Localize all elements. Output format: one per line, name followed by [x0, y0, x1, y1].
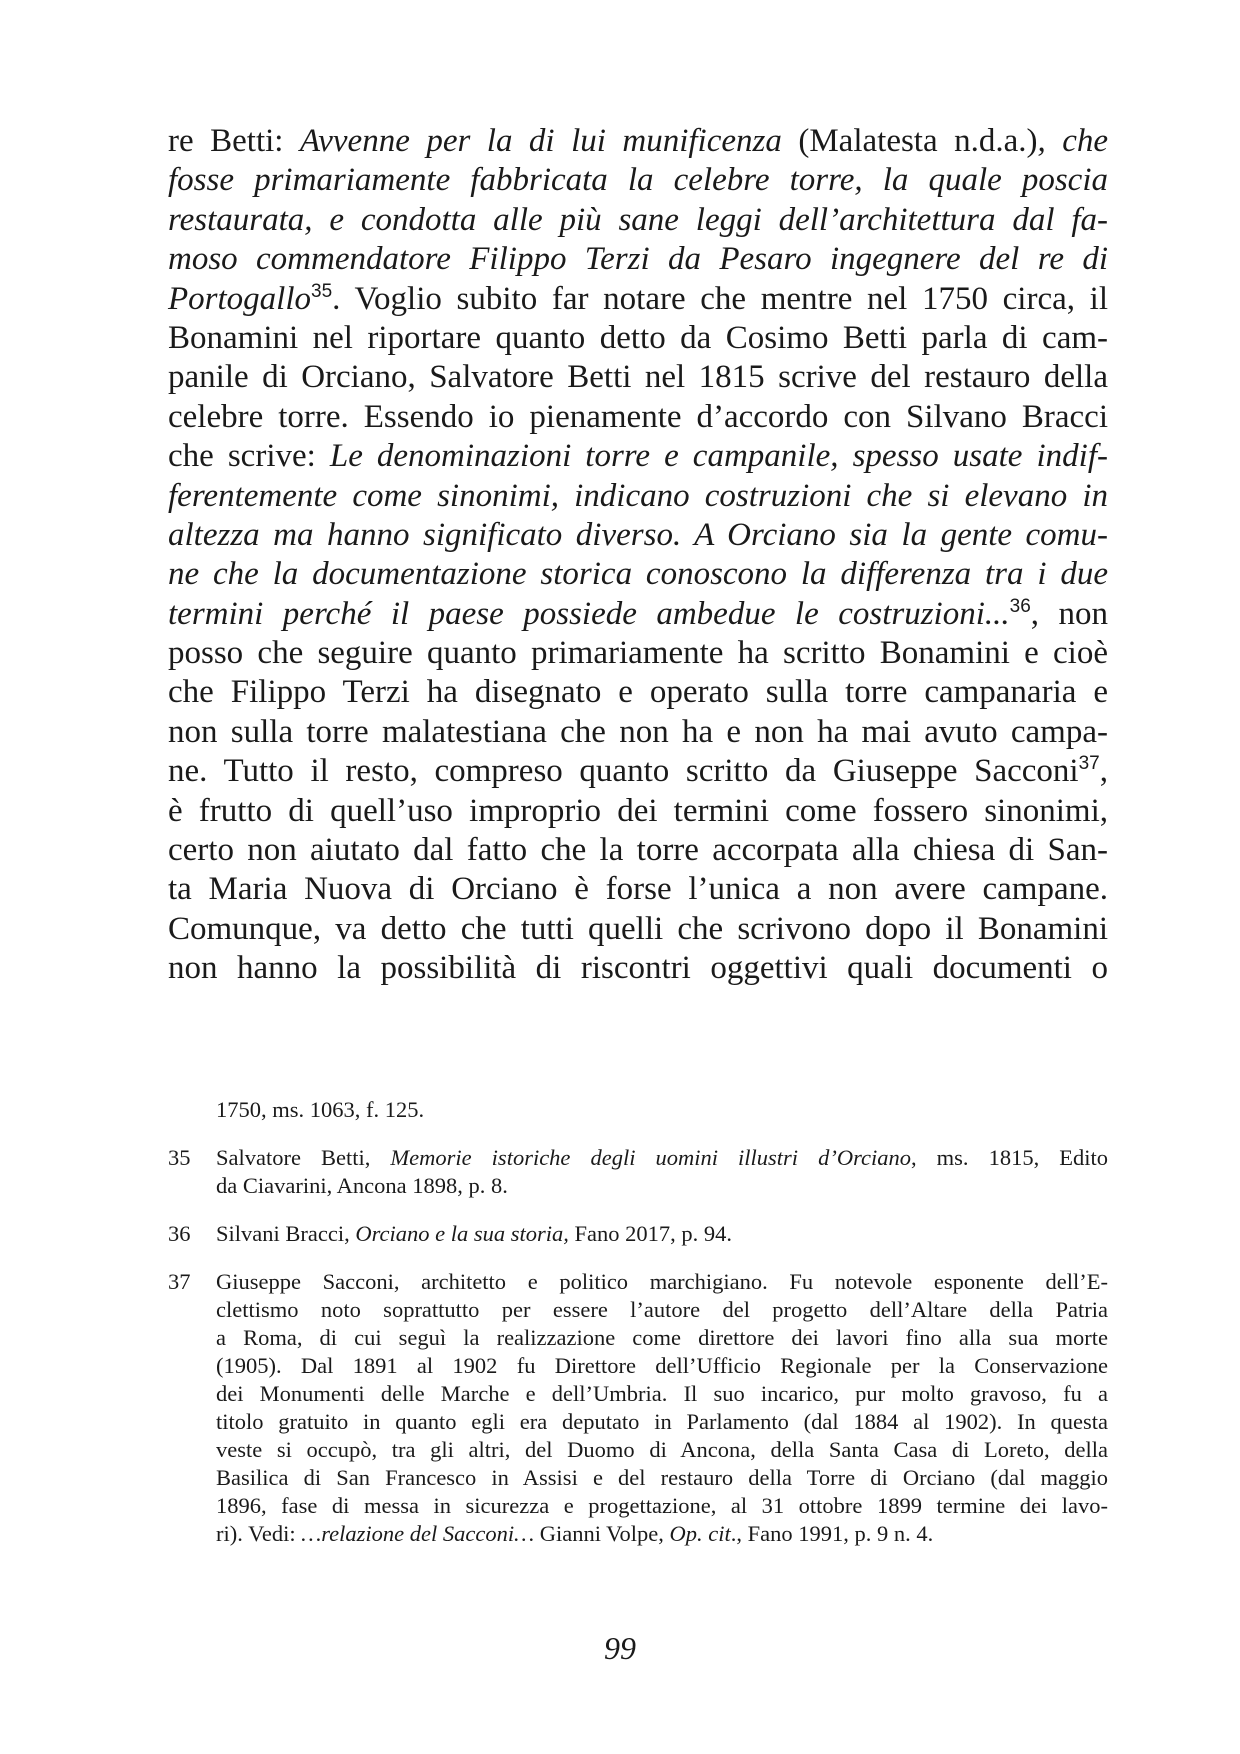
- footnote-number: 35: [168, 1145, 191, 1170]
- text-line: termini perché il paese possiede ambedue le costruzioni...$^{36}$, non: [168, 595, 1109, 632]
- footnote-36: [168, 1220, 1108, 1248]
- text-line: Portogallo$^{35}$. Voglio subito far notare che mentre nel 1750 circa, il: [168, 280, 1108, 317]
- text-line: non hanno la possibilità di riscontri oggettivi quali documenti o: [168, 950, 1108, 987]
- footnote-37: [168, 1268, 1108, 1548]
- text-line: panile di Orciano, Salvatore Betti nel 1815 scrive del restauro della: [168, 359, 1108, 396]
- footnote-text: Silvani Bracci, Orciano e la sua storia, Fano 2017, p. 94.: [216, 1221, 733, 1246]
- text-line: ne che la documentazione storica conoscono la differenza tra i due: [168, 556, 1108, 593]
- footnote-ref: 37: [1078, 753, 1100, 775]
- text-line: restaurata, e condotta alle più sane leggi dell’architettura dal fa-: [168, 201, 1108, 238]
- text-line: posso che seguire quanto primariamente ha scritto Bonamini e cioè: [168, 635, 1108, 672]
- text-line: che scrive: Le denominazioni torre e campanile, spesso usate indif-: [168, 438, 1108, 475]
- footnote-text: Giuseppe Sacconi, architetto e politico marchigiano. Fu notevole esponente dell’E- clettismo noto soprattutto per essere l’autore del progetto dell’Altare della Patria a Roma, di cui seguì la realizzazione come direttore dei lavori fino alla sua morte (1905). Dal 1891 al 1902 fu Direttore dell’Ufficio Regionale per la Conservazione dei Monumenti delle Marche e dell’Umbria. Il suo incarico, pur molto gravoso, fu a titolo gratuito in quanto egli era deputato in Parlamento (dal 1884 al 1902). In questa veste si occupò, tra gli altri, del Duomo di Ancona, della Santa Casa di Loreto, della Basilica di San Francesco in Assisi e del restauro della Torre di Orciano (dal maggio 1896, fase di messa in sicurezza e progettazione, al 31 ottobre 1899 termine dei lavo- ri). Vedi: …relazione del Sacconi… Gianni Volpe, Op. cit., Fano 1991, p. 9 n. 4.: [216, 1269, 1108, 1546]
- text-line: ta Maria Nuova di Orciano è forse l’unica a non avere campane.: [168, 871, 1108, 908]
- text-line: è frutto di quell’uso improprio dei termini come fossero sinonimi,: [168, 792, 1108, 829]
- footnote-ref: 35: [311, 280, 333, 302]
- footnote-number: 37: [168, 1269, 191, 1294]
- text-line: celebre torre. Essendo io pienamente d’accordo con Silvano Bracci: [168, 398, 1108, 435]
- text-line: fosse primariamente fabbricata la celebre torre, la quale poscia: [168, 162, 1108, 199]
- footnote-ref: 36: [1009, 595, 1031, 617]
- text-line: che Filippo Terzi ha disegnato e operato sulla torre campanaria e: [168, 674, 1108, 711]
- main-text: [168, 122, 1108, 989]
- footnote-35: [168, 1144, 1108, 1200]
- footnote-text: Salvatore Betti, Memorie istoriche degli uomini illustri d’Orciano, ms. 1815, Edito da Ciavarini, Ancona 1898, p. 8.: [216, 1145, 1108, 1198]
- text-line: ne. Tutto il resto, compreso quanto scritto da Giuseppe Sacconi$^{37}$,: [168, 753, 1108, 790]
- text-line: ferentemente come sinonimi, indicano costruzioni che si elevano in: [168, 477, 1108, 514]
- text-line: non sulla torre malatestiana che non ha e non ha mai avuto campa-: [168, 713, 1108, 750]
- text-line: Comunque, va detto che tutti quelli che scrivono dopo il Bonamini: [168, 910, 1108, 947]
- text-line: Bonamini nel riportare quanto detto da Cosimo Betti parla di cam-: [168, 319, 1108, 356]
- page-number: 99: [604, 1630, 636, 1666]
- text-line: moso commendatore Filippo Terzi da Pesaro ingegnere del re di: [168, 241, 1108, 278]
- footnote-continuation: 1750, ms. 1063, f. 125.: [216, 1097, 425, 1122]
- text-line: certo non aiutato dal fatto che la torre accorpata alla chiesa di San-: [168, 832, 1108, 869]
- text-line: altezza ma hanno significato diverso. A Orciano sia la gente comu-: [168, 516, 1108, 553]
- text-line: re Betti: Avvenne per la di lui munificenza (Malatesta n.d.a.), che: [168, 123, 1109, 159]
- footnotes: [168, 1096, 1108, 1548]
- footnote-number: 36: [168, 1221, 191, 1246]
